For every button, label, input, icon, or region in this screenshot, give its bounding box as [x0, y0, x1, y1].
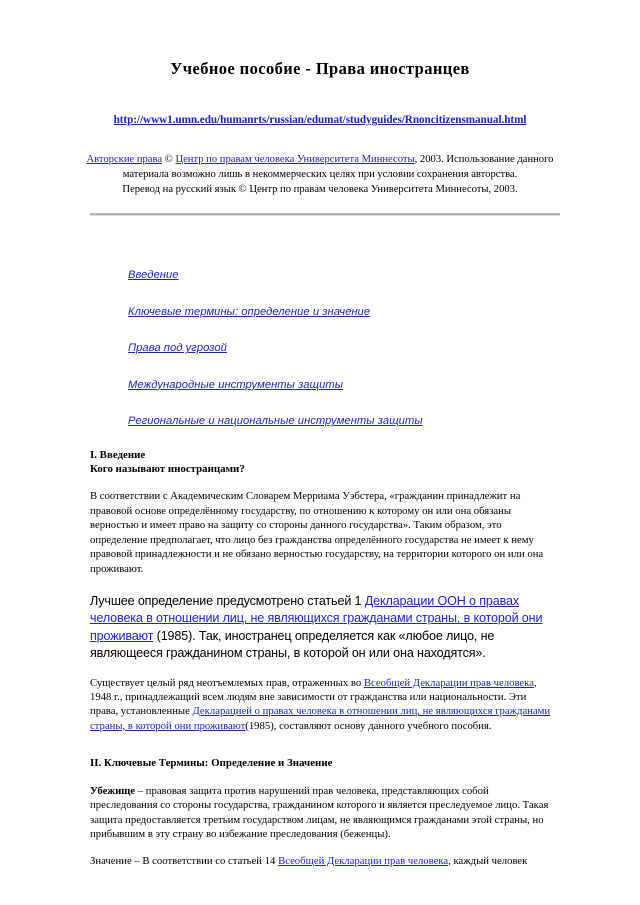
noncitizens-declaration-link[interactable]: Декларацией о правах человека в отношении лиц, не являющихся гражданами страны, в которой они проживают: [90, 705, 551, 732]
source-url-link[interactable]: http://www1.umn.edu/humanrts/russian/edumat/studyguides/Rnoncitizensmanual.html: [113, 114, 527, 126]
toc-link-introduction[interactable]: Введение: [128, 269, 179, 282]
meaning-text-after-link: , каждый человек: [448, 855, 528, 868]
universal-declaration-article14-link[interactable]: Всеобщей Декларации прав человека: [278, 855, 449, 868]
toc-item-regional-national-instruments[interactable]: [0, 411, 640, 429]
translation-credit: Перевод на русский язык © Центр по правам человека Университета Миннесоты, 2003.: [122, 184, 518, 196]
paragraph-3-text-1: Существует целый ряд неотъемлемых прав, отраженных во: [90, 676, 364, 689]
section-1-number-title: I. Введение: [90, 449, 146, 462]
section-2-title: II. Ключевые Термины: Определение и Значение: [90, 757, 333, 770]
toc-item-key-terms[interactable]: [0, 302, 640, 320]
meaning-text-before-link: Значение – В соответствии со статьей 14: [90, 855, 279, 868]
toc-link-rights-at-risk[interactable]: Права под угрозой: [128, 342, 227, 355]
paragraph-2-text-before-link: Лучшее определение предусмотрено статьей 1: [90, 593, 365, 608]
toc-link-key-terms[interactable]: Ключевые термины: определение и значение: [128, 305, 371, 318]
paragraph-3-text-2: , 1948 г., принадлежащий всем людям вне зависимости от гражданства или национальности. Эти права, установленные: [90, 676, 537, 718]
section-1-paragraph-1: В соответствии с Академическим Словарем Мерриама Уэбстера, «гражданин принадлежит на правовой основе определённому государству, по отношению к которому он или она обязаны верностью и имеет право на защиту со стороны данного государства». Таким образом, это определение предполагает, что лицо без гражданства определённого государства не имеет к нему правовой принадлежности и не обязано верностью государству, на территории которого он или она проживают.: [90, 490, 544, 575]
term-asylum-definition: – правовая защита против нарушений прав человека, представляющих собой преследования со стороны государства, гражданином которого и является преследуемое лицо. Такая защита предоставляется третьим государством лицам, не являющимся гражданами этой страны, но прибывшим в эту страну во избежание преследования (беженцы).: [90, 784, 549, 840]
section-1-paragraph-2: [90, 593, 554, 663]
human-rights-center-link[interactable]: Центр по правам человека Университета Миннесоты: [175, 154, 415, 165]
copyright-symbol: ©: [162, 154, 176, 165]
term-asylum-label: Убежище: [90, 784, 136, 797]
toc-link-international-instruments[interactable]: Международные инструменты защиты: [128, 378, 343, 391]
copyright-block: [72, 128, 568, 197]
un-declaration-link[interactable]: Декларации ООН о правах человека в отношении лиц, не являющихся гражданами страны, в которой они проживают: [90, 593, 543, 643]
toc-item-rights-at-risk[interactable]: [0, 338, 640, 356]
universal-declaration-link[interactable]: Всеобщей Декларации прав человека: [363, 676, 534, 689]
section-2-meaning-paragraph: [90, 854, 554, 868]
toc-item-introduction[interactable]: [0, 265, 640, 283]
section-2-term-asylum: [90, 784, 554, 842]
source-url-line: [0, 79, 640, 128]
section-1-paragraph-3: [90, 676, 554, 734]
table-of-contents: [0, 216, 640, 429]
page-title: Учебное пособие - Права иностранцев: [170, 59, 470, 78]
copyright-usage-text: , 2003. Использование данного материала возможно лишь в некоммерческих целях при условии сохранения авторства.: [122, 154, 554, 181]
toc-item-international-instruments[interactable]: [0, 375, 640, 393]
document-body: [0, 449, 640, 869]
paragraph-2-text-after-link: (1985). Так, иностранец определяется как «любое лицо, не являющееся гражданином страны, в которой он или она находятся».: [90, 628, 495, 661]
paragraph-3-text-3: (1985), составляют основу данного учебного пособия.: [245, 719, 492, 732]
toc-link-regional-national-instruments[interactable]: Региональные и национальные инструменты защиты: [128, 415, 423, 428]
copyright-holder-link[interactable]: Авторские права: [86, 154, 163, 165]
section-1-subheading: Кого называют иностранцами?: [90, 462, 245, 475]
section-2-heading: [90, 757, 554, 771]
section-1-heading: [90, 449, 554, 476]
